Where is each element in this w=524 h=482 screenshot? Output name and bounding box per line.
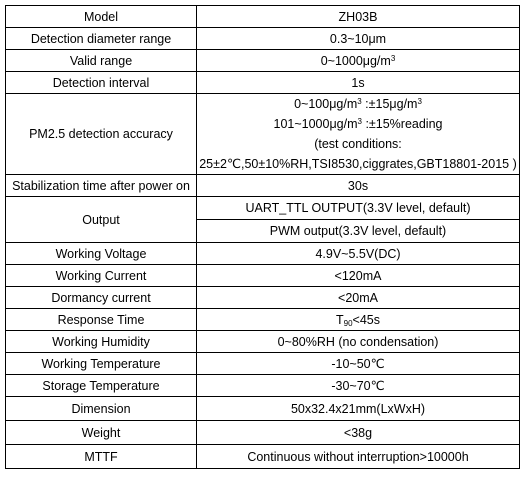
table-row-model: [6, 6, 520, 28]
valid-range-main: 0~1000μg/m: [320, 53, 391, 68]
value-working-temperature: -10~50℃: [197, 353, 520, 375]
table-row-dormancy-current: [6, 287, 520, 309]
table-row-stabilization: [6, 175, 520, 197]
label-detection-interval: Detection interval: [6, 72, 197, 94]
label-detection-diameter: Detection diameter range: [6, 28, 197, 50]
label-output: Output: [6, 197, 197, 243]
value-output-pwm: PWM output(3.3V level, default): [197, 220, 520, 243]
value-response-time: [197, 309, 520, 331]
pm25-line2-part-a: 101~1000μg/m: [273, 117, 358, 131]
label-working-current: Working Current: [6, 265, 197, 287]
table-row-valid-range: [6, 50, 520, 72]
value-valid-range: [197, 50, 520, 72]
label-dimension: Dimension: [6, 397, 197, 421]
value-pm25-accuracy: [197, 94, 520, 175]
value-dimension: 50x32.4x21mm(LxWxH): [197, 397, 520, 421]
table-row-working-current: [6, 265, 520, 287]
table-row-output-uart: [6, 197, 520, 220]
label-pm25-accuracy: PM2.5 detection accuracy: [6, 94, 197, 175]
table-row-pm25-accuracy: [6, 94, 520, 175]
pm25-accuracy-line3: (test conditions:: [314, 137, 402, 151]
label-working-voltage: Working Voltage: [6, 243, 197, 265]
pm25-line1-sup-a: 3: [357, 97, 362, 106]
label-weight: Weight: [6, 421, 197, 445]
table-row-working-temperature: [6, 353, 520, 375]
table-row-working-humidity: [6, 331, 520, 353]
label-stabilization: Stabilization time after power on: [6, 175, 197, 197]
label-valid-range: Valid range: [6, 50, 197, 72]
pm25-accuracy-line2: [199, 114, 517, 134]
value-dormancy-current: <20mA: [197, 287, 520, 309]
valid-range-sup: 3: [390, 53, 396, 63]
specification-table: [5, 5, 520, 469]
pm25-line2-part-b: :±15%reading: [361, 117, 443, 131]
value-output-uart: UART_TTL OUTPUT(3.3V level, default): [197, 197, 520, 220]
label-working-temperature: Working Temperature: [6, 353, 197, 375]
table-row-detection-diameter: [6, 28, 520, 50]
table-row-working-voltage: [6, 243, 520, 265]
label-dormancy-current: Dormancy current: [6, 287, 197, 309]
table-row-response-time: [6, 309, 520, 331]
value-weight: <38g: [197, 421, 520, 445]
value-detection-interval: 1s: [197, 72, 520, 94]
label-mttf: MTTF: [6, 445, 197, 469]
pm25-line1-part-a: 0~100μg/m: [294, 97, 358, 111]
value-stabilization: 30s: [197, 175, 520, 197]
value-model: ZH03B: [197, 6, 520, 28]
pm25-accuracy-line4: 25±2℃,50±10%RH,TSI8530,ciggrates,GBT18801-2015 ): [199, 157, 517, 171]
label-response-time: Response Time: [6, 309, 197, 331]
value-detection-diameter: 0.3~10μm: [197, 28, 520, 50]
label-storage-temperature: Storage Temperature: [6, 375, 197, 397]
table-row-dimension: [6, 397, 520, 421]
pm25-line1-part-b: :±15μg/m: [361, 97, 418, 111]
table-row-mttf: [6, 445, 520, 469]
value-storage-temperature: -30~70℃: [197, 375, 520, 397]
value-working-current: <120mA: [197, 265, 520, 287]
label-working-humidity: Working Humidity: [6, 331, 197, 353]
pm25-line1-sup-b: 3: [417, 97, 422, 106]
table-row-detection-interval: [6, 72, 520, 94]
value-working-voltage: 4.9V~5.5V(DC): [197, 243, 520, 265]
label-model: Model: [6, 6, 197, 28]
value-mttf: Continuous without interruption>10000h: [197, 445, 520, 469]
table-row-storage-temperature: [6, 375, 520, 397]
value-working-humidity: 0~80%RH (no condensation): [197, 331, 520, 353]
pm25-line2-sup: 3: [357, 117, 362, 126]
response-time-rest: <45s: [352, 312, 380, 327]
response-time-sub: 90: [343, 318, 353, 328]
response-time-main: T: [335, 312, 344, 327]
table-row-weight: [6, 421, 520, 445]
pm25-accuracy-line1: [199, 94, 517, 114]
